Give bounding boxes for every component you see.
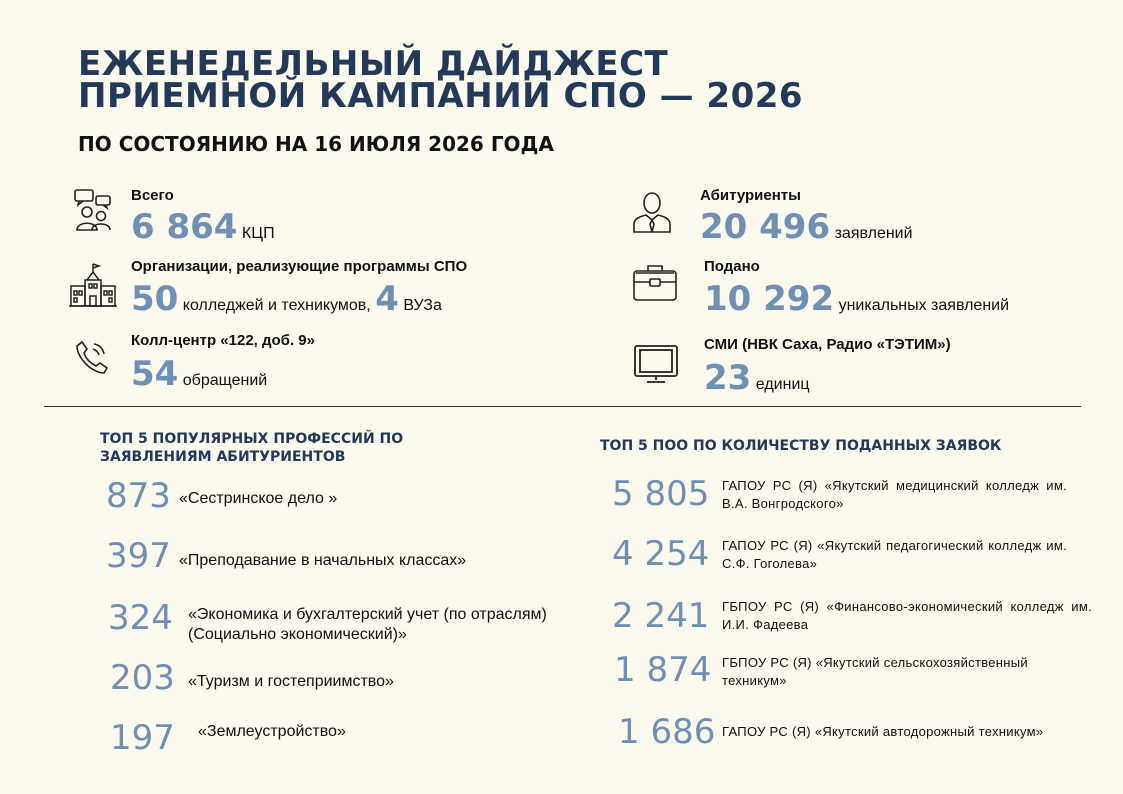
title-line-1: ЕЖЕНЕДЕЛЬНЫЙ ДАЙДЖЕСТ [78, 44, 669, 84]
stat-total [131, 207, 275, 247]
stat-submitted [704, 279, 1010, 319]
stat-media [704, 358, 810, 398]
poo-count: 2 241 [612, 596, 710, 636]
profession-count: 324 [108, 598, 173, 638]
stat-universities-value: 4 [375, 279, 399, 319]
page-title [78, 44, 804, 116]
poo-name: ГАПОУ РС (Я) «Якутский педагогический колледж им. С.Ф. Гоголева» [722, 538, 1067, 571]
stat-applicants-unit: заявлений [834, 225, 913, 242]
top-professions-heading-line-1: ТОП 5 ПОПУЛЯРНЫХ ПРОФЕССИЙ ПО [100, 431, 404, 447]
poo-name: ГАПОУ РС (Я) «Якутский автодорожный техникум» [722, 724, 1044, 739]
stat-total-label: Всего [131, 187, 174, 204]
stat-colleges-value: 50 [131, 279, 179, 319]
stat-organizations-label: Организации, реализующие программы СПО [131, 258, 468, 275]
profession-count: 397 [106, 536, 171, 576]
stat-total-value: 6 864 [131, 207, 238, 247]
profession-name: «Преподавание в начальных классах» [179, 552, 467, 569]
stat-colleges-unit: колледжей и техникумов, [182, 297, 371, 314]
stat-callcenter-unit: обращений [182, 372, 268, 389]
phone-icon [74, 338, 110, 376]
stat-applicants-value: 20 496 [700, 207, 831, 247]
profession-name: «Экономика и бухгалтерский учет (по отраслям) (Социально экономический)» [188, 606, 547, 643]
tv-icon [633, 344, 679, 384]
person-icon [630, 190, 674, 234]
poo-name: ГАПОУ РС (Я) «Якутский медицинский колледж им. В.А. Вонгродского» [722, 478, 1067, 511]
stat-callcenter-label: Колл-центр «122, доб. 9» [131, 332, 315, 349]
poo-count: 5 805 [612, 474, 710, 514]
stat-media-unit: единиц [755, 376, 810, 393]
profession-name: «Туризм и гостеприимство» [188, 673, 394, 690]
profession-count: 203 [110, 658, 175, 698]
stat-organizations [131, 279, 442, 319]
stat-universities-unit: ВУЗа [403, 297, 442, 314]
section-divider [44, 406, 1081, 407]
profession-name: «Сестринское дело » [179, 490, 338, 507]
top-professions-heading-line-2: ЗАЯВЛЕНИЯМ АБИТУРИЕНТОВ [100, 449, 346, 465]
top-poo-heading: ТОП 5 ПОО ПО КОЛИЧЕСТВУ ПОДАННЫХ ЗАЯВОК [600, 438, 1002, 454]
page-subtitle: ПО СОСТОЯНИЮ НА 16 ИЮЛЯ 2026 ГОДА [78, 132, 554, 156]
title-line-2: ПРИЕМНОЙ КАМПАНИИ СПО — 2026 [78, 76, 804, 116]
poo-count: 1 686 [618, 712, 716, 752]
profession-name: «Землеустройство» [198, 723, 346, 740]
people-chat-icon [72, 188, 116, 232]
poo-count: 1 874 [614, 650, 712, 690]
poo-name: ГБПОУ РС (Я) «Финансово-экономический колледж им. И.И. Фадеева [722, 599, 1092, 632]
stat-callcenter [131, 354, 268, 394]
stat-media-value: 23 [704, 358, 752, 398]
building-icon [68, 262, 118, 308]
profession-count: 873 [106, 476, 171, 516]
top-professions-heading [100, 430, 403, 466]
poo-name: ГБПОУ РС (Я) «Якутский сельскохозяйственный техникум» [722, 655, 1028, 688]
stat-applicants [700, 207, 913, 247]
stat-callcenter-value: 54 [131, 354, 179, 394]
stat-total-unit: КЦП [241, 225, 275, 242]
stat-submitted-value: 10 292 [704, 279, 835, 319]
poo-count: 4 254 [612, 534, 710, 574]
stat-applicants-label: Абитуриенты [700, 187, 801, 204]
briefcase-icon [632, 262, 678, 302]
stat-submitted-unit: уникальных заявлений [838, 297, 1010, 314]
stat-submitted-label: Подано [704, 258, 760, 275]
profession-count: 197 [110, 718, 175, 758]
stat-media-label: СМИ (НВК Саха, Радио «ТЭТИМ») [704, 336, 951, 353]
